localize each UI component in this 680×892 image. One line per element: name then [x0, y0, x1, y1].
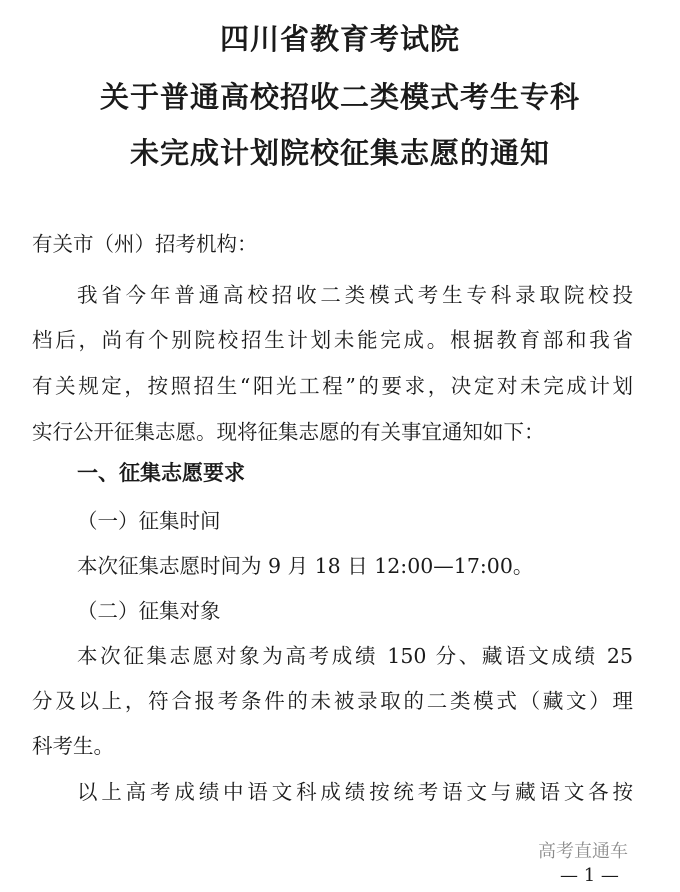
title-line-3: 未完成计划院校征集志愿的通知: [129, 136, 550, 170]
title-line-2: 关于普通高校招收二类模式考生专科: [99, 80, 580, 114]
subsection-2-heading: （二）征集对象: [77, 599, 221, 623]
intro-line-4: 实行公开征集志愿。现将征集志愿的有关事宜通知如下：: [32, 420, 545, 444]
title-line-1: 四川省教育考试院: [219, 22, 460, 56]
subsection-1-heading: （一）征集时间: [77, 509, 221, 533]
subsection-1-text: 本次征集志愿时间为 9 月 18 日 12:00—17:00。: [77, 554, 534, 578]
subsection-2-line-3: 科考生。: [32, 734, 114, 758]
note-line: 以上高考成绩中语文科成绩按统考语文与藏语文各按: [77, 780, 633, 804]
salutation: 有关市（州）招考机构：: [32, 232, 258, 256]
intro-line-2: 档后，尚有个别院校招生计划未能完成。根据教育部和我省: [32, 328, 633, 352]
section-1-heading: 一、征集志愿要求: [77, 461, 245, 485]
intro-line-1: 我省今年普通高校招收二类模式考生专科录取院校投: [77, 283, 633, 307]
page-number: — 1 —: [560, 865, 619, 886]
watermark: 高考直通车: [538, 841, 628, 862]
intro-line-3: 有关规定，按照招生“阳光工程”的要求，决定对未完成计划: [32, 374, 633, 398]
subsection-2-line-2: 分及以上，符合报考条件的未被录取的二类模式（藏文）理: [32, 689, 633, 713]
subsection-2-line-1: 本次征集志愿对象为高考成绩 150 分、藏语文成绩 25: [77, 644, 633, 668]
